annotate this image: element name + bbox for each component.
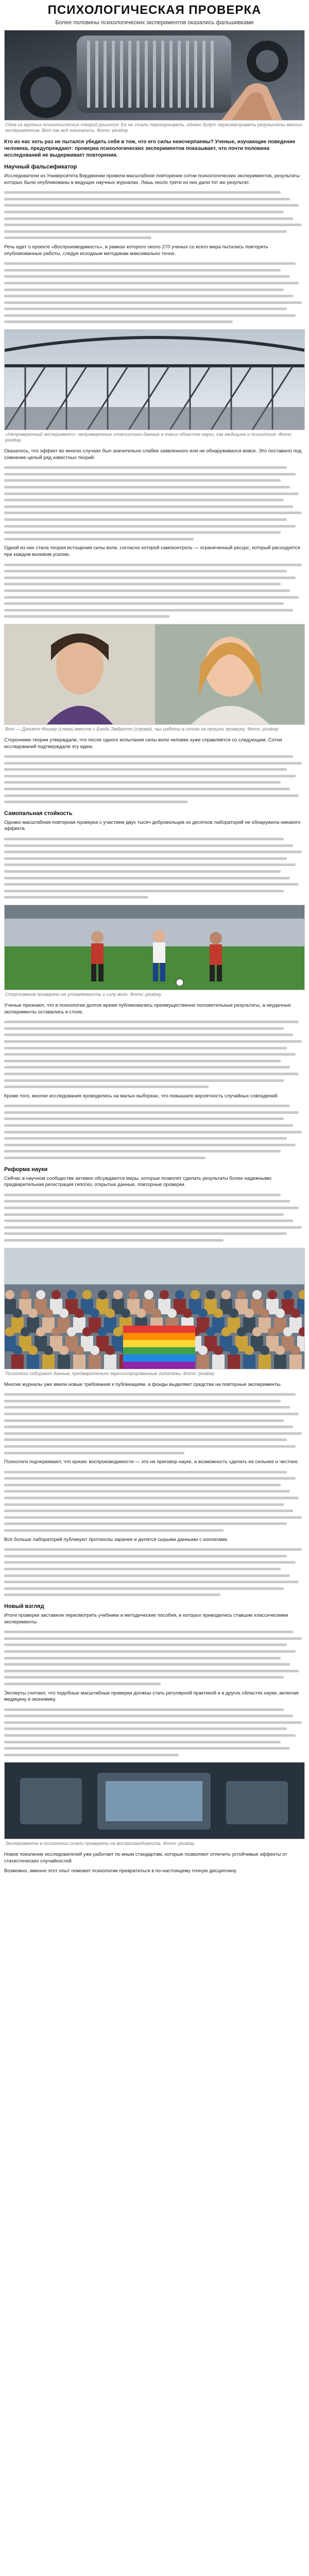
text-line [4, 484, 305, 490]
text-line [4, 849, 305, 855]
text-line [4, 1488, 305, 1495]
bridge-photo [4, 329, 305, 430]
text-line [4, 516, 305, 523]
page-title: ПСИХОЛОГИЧЕСКАЯ ПРОВЕРКА [47, 3, 262, 17]
text-line [4, 306, 305, 312]
body-text-block [4, 1469, 305, 1534]
text-line [4, 1635, 305, 1642]
text-line [4, 1641, 305, 1648]
body-text-block [4, 1629, 305, 1687]
text-line [4, 1211, 305, 1218]
body-text-block [4, 464, 305, 542]
body-paragraph: Речь идет о проекте «Воспроизводимость», в рамках которого около 270 ученых со всего мира пытались повторить опубликованные работы, следуя исходным методикам максимально точно. [4, 244, 268, 257]
text-line [4, 1404, 305, 1411]
text-line [4, 490, 305, 497]
text-line [4, 836, 305, 842]
text-line [4, 1129, 305, 1136]
body-text-block [4, 1019, 305, 1090]
text-line [4, 594, 305, 601]
text-line [4, 1398, 305, 1404]
text-line [4, 196, 305, 202]
text-line [4, 1668, 305, 1674]
text-line [4, 1103, 305, 1109]
text-line [4, 1706, 305, 1713]
text-line [4, 1148, 305, 1155]
crowd-photo [4, 1248, 305, 1369]
body-paragraph: Новое поколение исследователей уже работает по иным стандартам, которые позволяют отличить устойчивые эффекты от статистических случайностей. [4, 1852, 287, 1865]
text-line [4, 293, 305, 299]
text-line [4, 1224, 305, 1231]
body-text-block [4, 260, 305, 325]
text-line [4, 1520, 305, 1527]
text-line [4, 1064, 305, 1071]
text-line [4, 1217, 305, 1224]
body-paragraph: Сторонники теории утверждали, что после одного испытания силы воли человек хуже справляется со следующим. Сотни исследований подтверждали эту идею. [4, 737, 282, 750]
text-line [4, 894, 305, 901]
text-line [4, 1155, 305, 1161]
text-line [4, 1430, 305, 1437]
text-line [4, 607, 305, 614]
text-line [4, 280, 305, 286]
researchers-photo [4, 624, 305, 725]
text-line [4, 861, 305, 868]
text-line [4, 1629, 305, 1635]
text-line [4, 260, 305, 267]
text-line [4, 1655, 305, 1662]
text-line [4, 1031, 305, 1038]
text-line [4, 1058, 305, 1064]
text-line [4, 1135, 305, 1142]
lab-photo [4, 1762, 305, 1839]
text-line [4, 855, 305, 862]
text-line [4, 760, 305, 767]
hero-machine-image [5, 30, 305, 121]
hero-photo [4, 30, 305, 121]
text-line [4, 1725, 305, 1732]
text-line [4, 202, 305, 209]
text-line [4, 1077, 305, 1084]
text-line [4, 1732, 305, 1739]
text-line [4, 1142, 305, 1148]
section-heading-2: Самопальная стойкость [4, 810, 73, 817]
body-paragraph: Ученые признают, что в психологии долгое время публиковались преимущественно положительные результаты, а неудачные эксперименты оставались в столе. [4, 1002, 291, 1015]
text-line [4, 881, 305, 888]
text-line [4, 222, 305, 228]
text-line [4, 1752, 305, 1758]
text-line [4, 523, 305, 530]
text-line [4, 503, 305, 510]
text-line [4, 766, 305, 773]
text-line [4, 1495, 305, 1501]
text-line [4, 1051, 305, 1058]
text-line [4, 1713, 305, 1719]
text-line [4, 1514, 305, 1521]
text-line [4, 581, 305, 587]
text-line [4, 1739, 305, 1745]
text-line [4, 1469, 305, 1476]
text-line [4, 1450, 305, 1456]
text-line [4, 1083, 305, 1090]
text-line [4, 1745, 305, 1752]
body-paragraph: Кроме того, многие исследования проводились на малых выборках, что повышало вероятность случайных совпадений. [4, 1093, 279, 1099]
text-line [4, 497, 305, 503]
football-image [5, 905, 305, 990]
text-line [4, 286, 305, 293]
body-paragraph: Итоги проверки заставили пересмотреть учебники и методические пособия, в которых приводились ставшие классическими эксперименты. [4, 1612, 288, 1625]
text-line [4, 1230, 305, 1237]
text-line [4, 574, 305, 581]
text-line [4, 842, 305, 849]
text-line [4, 568, 305, 574]
body-paragraph: Эксперты считают, что подобные масштабные проверки должны стать регулярной практикой и в других областях науки, включая медицину и экономику. [4, 1690, 299, 1703]
body-text-block [4, 1706, 305, 1758]
text-line [4, 1648, 305, 1655]
text-line [4, 273, 305, 280]
text-line [4, 600, 305, 607]
body-paragraph: Всё больше лабораторий публикуют протоколы заранее и делятся сырыми данными с коллегами. [4, 1536, 229, 1543]
text-line [4, 1045, 305, 1052]
text-line [4, 299, 305, 306]
text-line [4, 1122, 305, 1129]
text-line [4, 1719, 305, 1726]
text-line [4, 228, 305, 235]
text-line [4, 312, 305, 319]
page-subtitle: Более половины психологических экспериментов оказались фальшивками [55, 20, 254, 26]
body-text-block [4, 836, 305, 901]
bridge-image [5, 330, 305, 430]
text-line [4, 786, 305, 792]
body-paragraph: Возможно, именно этот опыт поможет психологии превратиться в по-настоящему точную дисциплину. [4, 1868, 237, 1874]
text-line [4, 1546, 305, 1553]
body-text-block [4, 1546, 305, 1598]
text-line [4, 799, 305, 805]
text-line [4, 1237, 305, 1244]
text-line [4, 1681, 305, 1687]
body-text-block [4, 1103, 305, 1161]
body-paragraph: Оказалось, что эффект во многих случаях был значительно слабее заявленного или не обнаруживался вовсе. Это поставило под сомнение целый ряд известных теорий. [4, 448, 302, 461]
text-line [4, 1417, 305, 1424]
text-line [4, 536, 305, 543]
text-line [4, 1674, 305, 1681]
text-line [4, 464, 305, 471]
photo-caption-1: Одна из крупных психологических теорий рушится. Ее не стали переоценивать, однако будут пересматривать результаты многих экспериментов. Вот как всё начиналось. Фото: pixabay [5, 122, 302, 133]
text-line [4, 1572, 305, 1579]
text-line [4, 753, 305, 760]
text-line [4, 587, 305, 594]
body-text-block [4, 753, 305, 805]
section-heading-4: Новый взгляд [4, 1603, 44, 1609]
text-line [4, 868, 305, 875]
text-line [4, 613, 305, 620]
body-paragraph: Сейчас в научном сообществе активно обсуждаются меры, которые позволят сделать результаты более надежными: предварительная регистрация гипотез, открытые данные, повторные проверки. [4, 1175, 272, 1188]
text-line [4, 1391, 305, 1398]
text-line [4, 1109, 305, 1116]
text-line [4, 510, 305, 516]
photo-caption-3: Вот — Дэниелл Фишер (слева) вместе с Бэнди Эмбретт (справа), чьи работы в итоге не прошли проверку. Фото: pixabay [5, 726, 279, 732]
rainbow-flag [123, 1326, 195, 1369]
crowd-image [5, 1248, 305, 1369]
body-paragraph: Многие журналы уже ввели новые требования к публикациям, а фонды выделяют средства на повторные эксперименты. [4, 1381, 282, 1387]
text-line [4, 1019, 305, 1025]
text-line [4, 267, 305, 274]
text-line [4, 1205, 305, 1211]
body-paragraph: Одной из них стала теория истощения силы воли, согласно которой самоконтроль — ограниченный ресурс, который расходуется при каждом волевом усилии. [4, 545, 300, 557]
text-line [4, 1553, 305, 1560]
text-line [4, 773, 305, 779]
text-line [4, 1501, 305, 1508]
body-paragraph: Психологи подчеркивают, что кризис воспроизводимости — это не приговор науке, а возможность сделать ее сильнее и честнее. [4, 1459, 299, 1465]
photo-caption-4: Спортсменов проверяли на утомляемость и силу воли. Фото: pixabay [5, 991, 162, 997]
body-paragraph: Однако масштабная повторная проверка с участием двух тысяч добровольцев из десятков лабораторий не обнаружила никакого эффекта. [4, 819, 301, 832]
text-line [4, 471, 305, 478]
text-line [4, 1436, 305, 1443]
text-line [4, 234, 305, 241]
text-line [4, 1661, 305, 1668]
photo-caption-5: Психологи собирают данные, предварительно зарегистрированные гипотезы. Фото: pixabay [5, 1370, 215, 1376]
photo-caption-6: Эксперименты в психологии стали проверять на воспроизводимость. Фото: pixabay [5, 1841, 195, 1846]
text-line [4, 1507, 305, 1514]
photo-caption-2: «Непроверенный эксперимент»: непроверенные статистики данные в таких областях науки, как медицина и психология. Фото: pixabay [5, 432, 293, 443]
text-line [4, 1566, 305, 1572]
text-line [4, 1071, 305, 1077]
body-text-block [4, 1391, 305, 1456]
lab-image [5, 1762, 305, 1839]
section-heading-1: Научный фальсификатор [4, 164, 77, 170]
text-line [4, 477, 305, 484]
text-line [4, 215, 305, 222]
text-line [4, 1115, 305, 1122]
text-line [4, 1038, 305, 1045]
text-line [4, 562, 305, 568]
text-line [4, 1192, 305, 1198]
text-line [4, 792, 305, 799]
section-heading-3: Реформа науки [4, 1166, 48, 1173]
researchers-image [5, 624, 305, 725]
text-line [4, 1423, 305, 1430]
body-text-block [4, 189, 305, 241]
text-line [4, 209, 305, 215]
text-line [4, 1527, 305, 1534]
body-paragraph: Исследователи из Университета Вирджинии провели масштабное повторение сотни психологических экспериментов, результаты которых были опубликованы в ведущих научных журналах. Лишь около трети из них дали тот же результат. [4, 173, 300, 185]
text-line [4, 529, 305, 536]
text-line [4, 1591, 305, 1598]
text-line [4, 1559, 305, 1566]
lead-paragraph: Кто из нас хоть раз не пытался убедить себя в том, что его силы неисчерпаемы? Ученые, изучающие поведение человека, предупреждают: проверка психологических экспериментов показывает, что почти половина исследований не выдерживает повторения. [4, 139, 296, 158]
text-line [4, 1411, 305, 1417]
text-line [4, 1198, 305, 1205]
body-text-block [4, 562, 305, 620]
text-line [4, 888, 305, 894]
text-line [4, 1482, 305, 1488]
text-line [4, 1025, 305, 1032]
text-line [4, 1443, 305, 1450]
body-text-block [4, 1192, 305, 1244]
text-line [4, 779, 305, 786]
text-line [4, 1585, 305, 1592]
text-line [4, 875, 305, 882]
text-line [4, 1475, 305, 1482]
text-line [4, 318, 305, 325]
text-line [4, 189, 305, 196]
football-photo [4, 905, 305, 990]
text-line [4, 1579, 305, 1585]
